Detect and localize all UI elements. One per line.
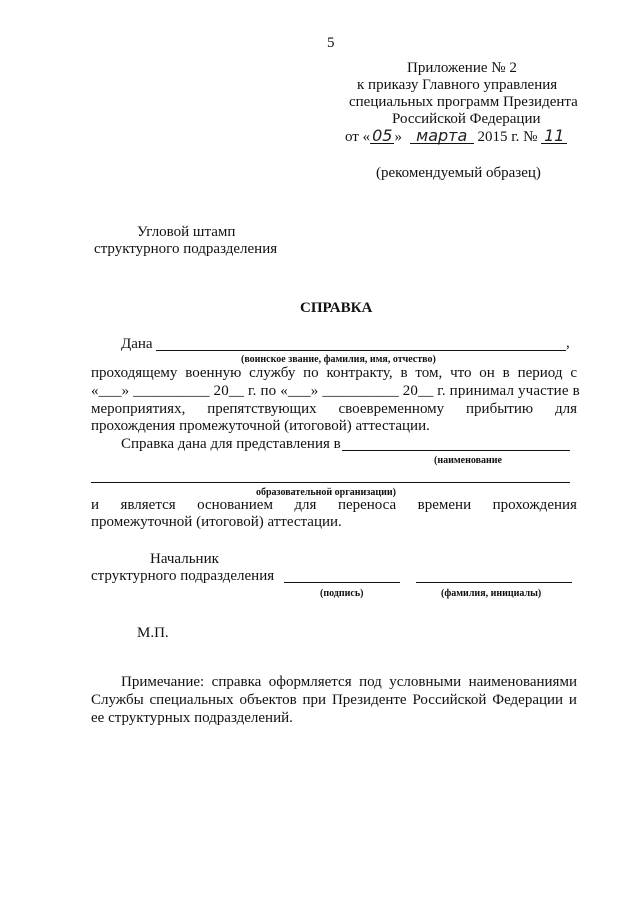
signature-title-1: Начальник bbox=[150, 551, 219, 567]
body-row-4 bbox=[91, 401, 577, 418]
word: препятствующих bbox=[207, 401, 317, 417]
note-row-1 bbox=[121, 674, 577, 691]
word: период bbox=[517, 365, 563, 381]
issued-blank-line-1 bbox=[342, 450, 570, 451]
handwritten-month: марта bbox=[410, 128, 474, 144]
document-title: СПРАВКА bbox=[300, 300, 373, 316]
word: при bbox=[302, 692, 327, 708]
word: своевременному bbox=[338, 401, 445, 417]
issued-blank-line-2 bbox=[91, 482, 570, 483]
word: условными bbox=[389, 674, 462, 690]
appendix-programs: специальных программ Президента bbox=[349, 94, 578, 110]
date-prefix: от « bbox=[345, 129, 371, 145]
word: в bbox=[502, 365, 510, 381]
word: для bbox=[294, 497, 317, 513]
stamp-line-2: структурного подразделения bbox=[94, 241, 278, 257]
word: прохождения bbox=[492, 497, 577, 513]
body-row-8 bbox=[91, 497, 577, 514]
word: и bbox=[568, 692, 577, 708]
word: специальных bbox=[149, 692, 234, 708]
word: оформляется bbox=[268, 674, 352, 690]
word: является bbox=[120, 497, 176, 513]
issued-hint-2: образовательной организации) bbox=[256, 487, 396, 498]
word: Примечание: bbox=[121, 674, 205, 690]
body-row-5: прохождения промежуточной (итоговой) аттестации. bbox=[91, 418, 430, 434]
date-day-close: » bbox=[394, 129, 402, 145]
sample-note: (рекомендуемый образец) bbox=[376, 165, 541, 181]
signature-line bbox=[284, 582, 400, 583]
dana-comma: , bbox=[566, 335, 570, 351]
signature-hint: (подпись) bbox=[320, 588, 364, 599]
word: основанием bbox=[197, 497, 273, 513]
page-number: 5 bbox=[327, 35, 335, 51]
date-year: 2015 г. № bbox=[477, 129, 538, 145]
word: что bbox=[450, 365, 472, 381]
note-row-2 bbox=[91, 692, 577, 709]
word: справка bbox=[211, 674, 262, 690]
issued-hint-1: (наименование bbox=[434, 455, 502, 466]
handwritten-number: 11 bbox=[541, 128, 567, 144]
word: для bbox=[554, 401, 577, 417]
body-row-2 bbox=[91, 365, 577, 382]
word: мероприятиях, bbox=[91, 401, 186, 417]
seal-mark: М.П. bbox=[137, 625, 169, 641]
word: Службы bbox=[91, 692, 144, 708]
word: службу bbox=[249, 365, 296, 381]
name-line bbox=[416, 582, 572, 583]
word: том, bbox=[415, 365, 443, 381]
word: и bbox=[91, 497, 100, 513]
word: Президенте bbox=[331, 692, 407, 708]
dana-hint: (воинское звание, фамилия, имя, отчество) bbox=[241, 354, 436, 365]
word: переноса bbox=[337, 497, 397, 513]
body-row-9: промежуточной (итоговой) аттестации. bbox=[91, 514, 342, 530]
word: проходящему bbox=[91, 365, 178, 381]
word: Федерации bbox=[492, 692, 564, 708]
word: времени bbox=[417, 497, 472, 513]
handwritten-day: 05 bbox=[372, 126, 393, 145]
signature-title-2: структурного подразделения bbox=[91, 568, 275, 584]
name-hint: (фамилия, инициалы) bbox=[441, 588, 542, 599]
issued-label: Справка дана для представления в bbox=[121, 436, 341, 452]
word: контракту, bbox=[326, 365, 393, 381]
body-row-3-dates: «___» __________ 20__ г. по «___» __________ 20__ г. принимал участие в bbox=[91, 383, 580, 399]
stamp-line-1: Угловой штамп bbox=[137, 224, 236, 240]
word: с bbox=[570, 365, 577, 381]
appendix-federation: Российской Федерации bbox=[392, 111, 541, 127]
word: он bbox=[479, 365, 495, 381]
appendix-title: Приложение № 2 bbox=[407, 60, 517, 76]
word: наименованиями bbox=[468, 674, 577, 690]
appendix-date-line bbox=[345, 128, 567, 146]
word: Российской bbox=[412, 692, 487, 708]
word: в bbox=[400, 365, 408, 381]
word: по bbox=[303, 365, 319, 381]
note-row-3: ее структурных подразделений. bbox=[91, 710, 293, 726]
appendix-order: к приказу Главного управления bbox=[357, 77, 558, 93]
word: прибытию bbox=[466, 401, 534, 417]
dana-label: Дана bbox=[121, 336, 153, 352]
word: объектов bbox=[239, 692, 297, 708]
word: под bbox=[359, 674, 382, 690]
word: военную bbox=[185, 365, 242, 381]
